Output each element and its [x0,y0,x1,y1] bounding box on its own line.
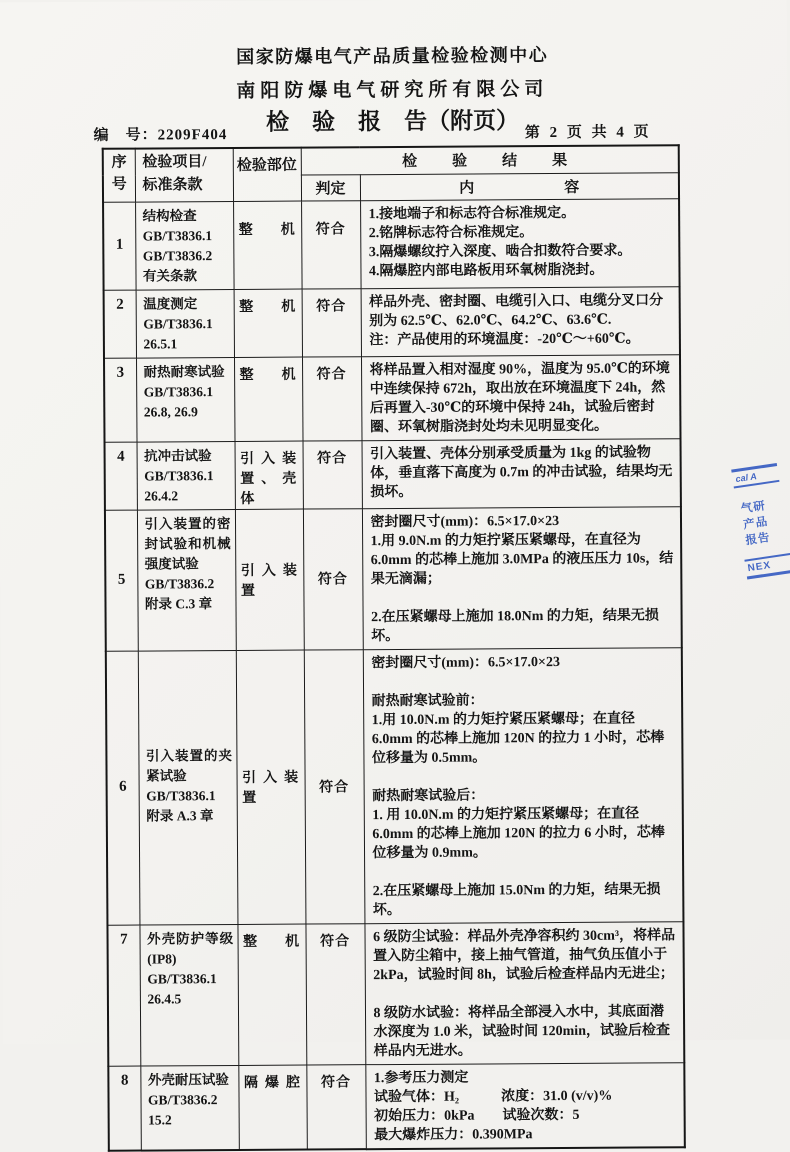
row-part-cell: 整机 [234,289,302,357]
org-title-company: 南阳防爆电气研究所有限公司 [236,79,549,102]
row-part-cell: 整机 [237,924,306,1065]
seal-top-band: cal A [731,463,779,488]
table-row [104,286,680,358]
row-no-cell: 5 [105,510,138,651]
row-judge-cell: 符合 [303,440,362,508]
table-row [104,354,681,442]
row-item-cell: 外壳防护等级(IP8) GB/T3836.1 26.4.5 [139,924,238,1066]
seal-bottom-band: NEX [744,553,790,579]
org-title-center: 国家防爆电气产品质量检验检测中心 [236,45,549,67]
row-item-cell: 引入装置的密封试验和机械强度试验 GB/T3836.2 附录 C.3 章 [137,509,236,651]
row-content-cell: 引入装置、壳体分别承受质量为 1kg 的试验物体，垂直落下高度为 0.7m 的冲击试验，结果均无损坏。 [362,438,681,508]
row-no-cell: 3 [104,358,137,442]
row-item-cell: 引入装置的夹紧试验 GB/T3836.1 附录 A.3 章 [138,650,238,925]
table-row [103,198,680,290]
row-part-cell: 引入装置 [235,509,304,650]
row-content-cell: 密封圈尺寸(mm)：6.5×17.0×23 耐热耐寒试验前： 1.用 10.0N.m 的力矩拧紧压紧螺母；在直径 6.0mm 的芯棒上施加 120N 的拉力 1 小时，芯棒位移量为 0.5mm。 耐热耐寒试验后： 1. 用 10.0N.m 的力矩拧紧压紧螺母；在直径 6.0mm 的芯棒上施加 120N 的拉力 6 小时，芯棒位移量为 0.9mm。 2.在压紧螺母上施加 15.0Nm 的力矩，结果无损坏。 [363,647,684,923]
report-title: 检 验 报 告（附页） [265,108,520,135]
row-no-cell: 7 [107,925,140,1066]
row-content-cell: 将样品置入相对湿度 90%，温度为 95.0℃的环境中连续保持 672h，取出放在环境温度下 24h，然后再置入-30℃的环境中保持 24h，试验后密封圈、环氧树脂浇封处均未见明显变化。 [361,354,681,440]
row-part-cell: 引入装置 [236,650,306,924]
header-content: 内 容 [360,172,679,200]
row-part-cell: 整机 [233,201,302,289]
row-content-cell: 样品外壳、密封圈、电缆引入口、电缆分叉口分别为 62.5℃、62.0℃、64.2℃、63.6℃. 注：产品使用的环境温度：-20℃～+60℃。 [361,286,680,356]
report-number-label: 编 号： [93,127,158,144]
row-no-cell: 1 [103,202,136,290]
table-row [105,438,681,510]
report-header [0,0,788,138]
row-content-cell: 1.参考压力测定 试验气体：H₂ 浓度：31.0 (v/v)% 初始压力：0kPa 试验次数：5 最大爆炸压力：0.390MPa [365,1062,685,1148]
row-judge-cell: 符合 [302,288,361,356]
row-judge-cell: 符合 [304,649,365,923]
header-part: 检验部位 [233,148,301,201]
row-no-cell: 2 [104,290,136,358]
header-result: 检 验 结 果 [301,145,679,174]
report-number [94,123,228,145]
row-part-cell: 整机 [234,357,303,441]
row-judge-cell: 符合 [305,923,365,1064]
header-seq-no: 序 号 [103,149,135,202]
row-no-cell: 6 [106,651,140,925]
page-indicator: 第 2 页 共 4 页 [524,124,652,142]
row-content-cell: 密封圈尺寸(mm)：6.5×17.0×23 1.用 9.0N.m 的力矩拧紧压紧螺母，在直径为 6.0mm 的芯棒上施加 3.0MPa 的液压压力 10s，结果无滴漏； 2.在压紧螺母上施加 18.0Nm 的力矩，结果无损坏。 [362,506,682,649]
header-judge: 判定 [301,174,360,200]
inspection-table [102,144,686,1151]
row-content-cell: 1.接地端子和标志符合标准规定。 2.铭牌标志符合标准规定。 3.隔爆螺纹拧入深度、啮合扣数符合要求。 4.隔爆腔内部电路板用环氧树脂浇封。 [360,198,680,288]
row-item-cell: 耐热耐寒试验 GB/T3836.1 26.8, 26.9 [136,357,235,442]
row-part-cell: 引入装置、壳体 [235,441,303,509]
table-row [106,647,684,925]
table-header-row-1 [103,145,679,176]
row-item-cell: 温度测定 GB/T3836.1 26.5.1 [136,289,234,358]
table-row [107,921,684,1066]
row-judge-cell: 符合 [303,508,363,649]
table-row [108,1062,685,1150]
row-judge-cell: 符合 [302,356,362,440]
row-judge-cell: 符合 [301,200,361,288]
row-item-cell: 外壳耐压试验 GB/T3836.2 15.2 [140,1065,239,1150]
header-item: 检验项目/ 标准条款 [135,148,233,202]
report-number-value: 2209F404 [157,127,228,144]
table-row [105,506,682,651]
row-no-cell: 4 [105,442,137,510]
row-judge-cell: 符合 [306,1064,366,1149]
row-item-cell: 抗冲击试验 GB/T3836.1 26.4.2 [137,441,235,510]
seal-text-fragments: 气研 产品 报告 [740,500,772,548]
row-item-cell: 结构检查 GB/T3836.1 GB/T3836.2 有关条款 [135,201,234,290]
row-no-cell: 8 [108,1066,141,1151]
cross-page-seal-stamp [731,463,790,580]
row-content-cell: 6 级防尘试验：样品外壳净容积约 30cm³，将样品置入防尘箱中，接上抽气管道，抽气负压值小于 2kPa，试验时间 8h，试验后检查样品内无进尘； 8 级防水试验：将样品全部浸入水中，其底面潜水深度为 1.0 米，试验时间 120min，试验后检查样品内无进水。 [364,921,684,1064]
row-part-cell: 隔爆腔 [238,1065,307,1150]
